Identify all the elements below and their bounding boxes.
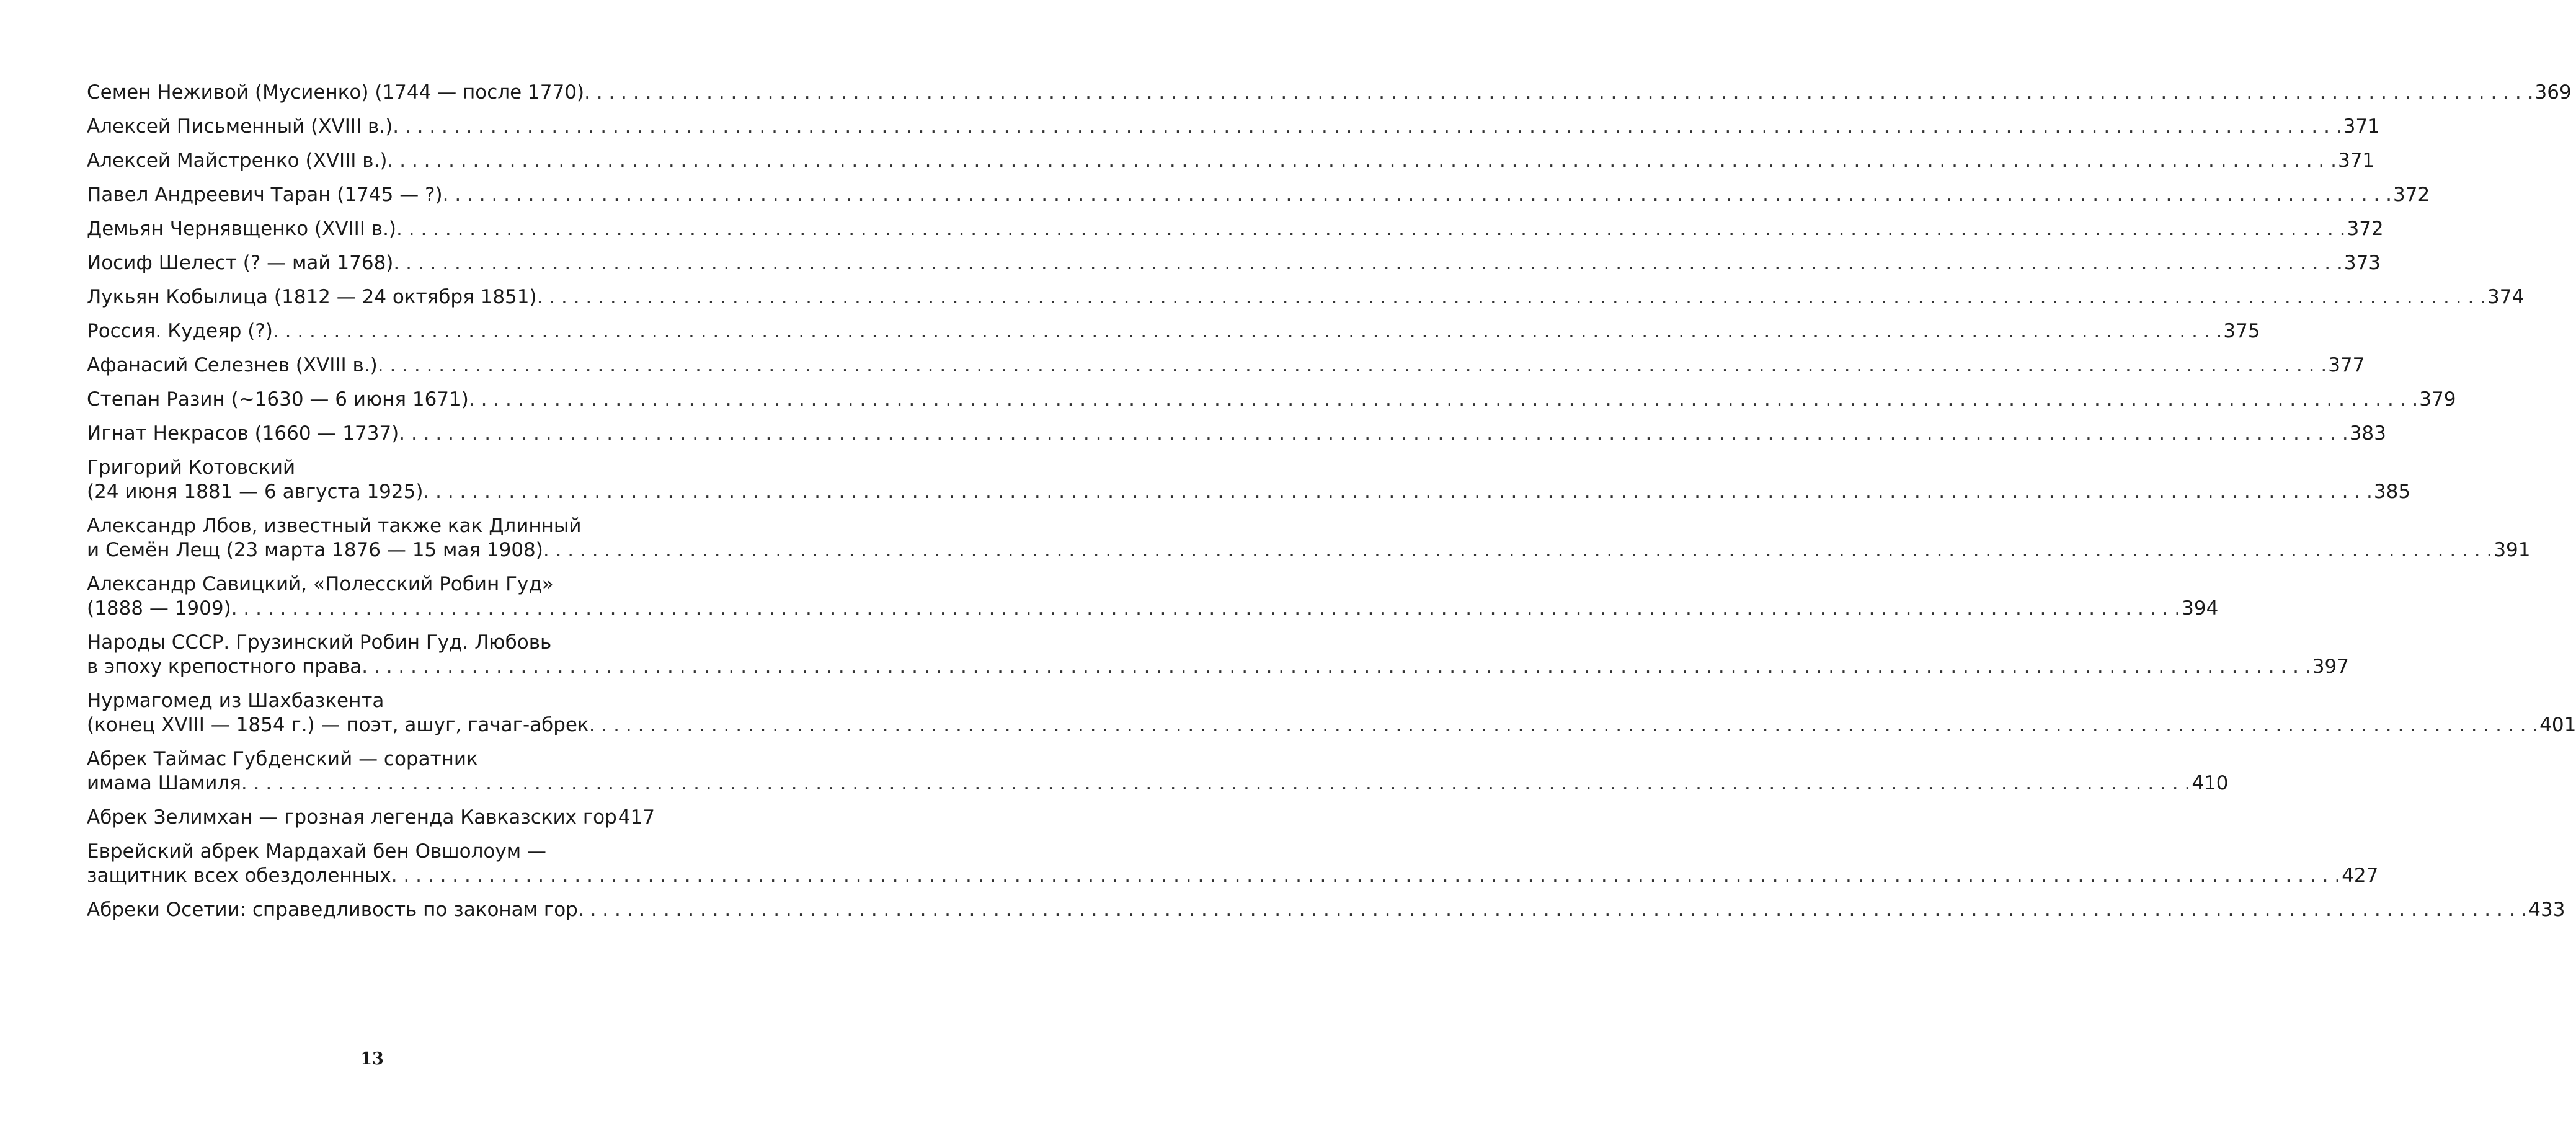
- toc-entry-title: Александр Савицкий, «Полесский Робин Гуд»: [87, 573, 554, 595]
- toc-entry-page: 373: [2343, 252, 2381, 274]
- dot-leader: [393, 251, 2342, 275]
- toc-entry-title: Нурмагомед из Шахбазкента: [87, 690, 384, 712]
- toc-entry-line-final: [87, 898, 2565, 922]
- toc-entry-line-final: [87, 771, 2229, 796]
- toc-entry-title: Павел Андреевич Таран (1745 — ?): [87, 184, 443, 206]
- dot-leader: [589, 713, 2538, 737]
- toc-entry-line-final: [87, 806, 655, 830]
- toc-entry-line-final: [87, 864, 2379, 888]
- toc-entry-page: 369: [2534, 81, 2572, 104]
- toc-entry-page: 379: [2419, 388, 2456, 411]
- toc-entry: [87, 217, 2384, 241]
- toc-entry-page: 374: [2487, 286, 2525, 308]
- toc-entry-page: 377: [2328, 354, 2365, 376]
- toc-entry-title: Россия. Кудеяр (?): [87, 320, 273, 342]
- toc-entry-line-final: [87, 538, 2531, 562]
- toc-entry-title: (1888 — 1909): [87, 597, 231, 620]
- toc-entry-line-final: [87, 422, 2386, 446]
- toc-entry-line-final: [87, 388, 2456, 412]
- dot-leader: [378, 353, 2327, 378]
- dot-leader: [391, 864, 2340, 888]
- dot-leader: [388, 149, 2337, 173]
- toc-entry: [87, 319, 2260, 344]
- toc-entry-title: Абрек Таймас Губденский — соратник: [87, 748, 478, 770]
- toc-entry-title: Лукьян Кобылица (1812 — 24 октября 1851): [87, 286, 537, 308]
- toc-entry-page: 397: [2312, 655, 2349, 678]
- toc-entry-page: 401: [2539, 714, 2576, 736]
- toc-entry-title: Алексей Письменный (XVIII в.): [87, 115, 393, 138]
- toc-entry-page: 383: [2349, 422, 2386, 445]
- dot-leader: [362, 655, 2311, 679]
- toc-entry-line-final: [87, 217, 2384, 241]
- toc-entry-title: Алексей Майстренко (XVIII в.): [87, 149, 388, 172]
- toc-entry: [87, 514, 2531, 562]
- toc-entry: [87, 285, 2525, 309]
- toc-entry-line-final: [87, 285, 2525, 309]
- dot-leader: [443, 183, 2392, 207]
- toc-entry-title: имама Шамиля: [87, 772, 241, 794]
- dot-leader: [537, 285, 2486, 309]
- toc-entry-title: Иосиф Шелест (? — май 1768): [87, 252, 394, 274]
- toc-entry: [87, 898, 2565, 922]
- dot-leader: [543, 538, 2492, 562]
- toc-entry: [87, 806, 655, 830]
- toc-entry-title: (24 июня 1881 — 6 августа 1925): [87, 481, 424, 503]
- toc-entry-title: в эпоху крепостного права: [87, 655, 362, 678]
- toc-entry-title: Игнат Некрасов (1660 — 1737): [87, 422, 399, 445]
- toc-entry-page: 372: [2347, 218, 2384, 240]
- dot-leader: [584, 81, 2533, 105]
- toc-entry-title: Семен Неживой (Мусиенко) (1744 — после 1770): [87, 81, 585, 104]
- toc-entry: [87, 251, 2381, 275]
- toc-entry-title: Афанасий Селезнев (XVIII в.): [87, 354, 378, 376]
- toc-entry-page: 410: [2192, 772, 2229, 794]
- toc-entry-line-final: [87, 319, 2260, 344]
- toc-entry-title: Народы СССР. Грузинский Робин Гуд. Любовь: [87, 631, 552, 654]
- toc-entry: [87, 747, 2229, 796]
- toc-entry-page: 394: [2182, 597, 2219, 620]
- dot-leader: [396, 217, 2345, 241]
- toc-entry-title: Григорий Котовский: [87, 456, 296, 479]
- toc-entry-title: Александр Лбов, известный также как Длинный: [87, 515, 582, 537]
- toc-entry-title: Еврейский абрек Мардахай бен Овшолоум —: [87, 840, 546, 863]
- dot-leader: [578, 898, 2527, 922]
- toc-entry-page: 372: [2393, 184, 2430, 206]
- toc-entry: [87, 81, 2572, 105]
- toc-entry-title: защитник всех обездоленных: [87, 864, 391, 887]
- toc-entry-page: 433: [2528, 899, 2565, 921]
- toc-entry-title: Демьян Чернявщенко (XVIII в.): [87, 218, 397, 240]
- toc-entry-page: 391: [2494, 539, 2531, 561]
- toc-entry-line-final: [87, 597, 2219, 621]
- toc-entry: [87, 631, 2349, 679]
- toc-entry: [87, 422, 2386, 446]
- page-number: 13: [360, 1049, 384, 1068]
- toc-entry-title: Абрек Зелимхан — грозная легенда Кавказских гор: [87, 806, 617, 828]
- toc-entry: [87, 456, 2411, 504]
- dot-leader: [393, 115, 2342, 139]
- toc-entry-line-final: [87, 251, 2381, 275]
- dot-leader: [273, 319, 2222, 344]
- table-of-contents: [87, 81, 2576, 932]
- toc-entry: [87, 840, 2379, 888]
- toc-entry-title: и Семён Лещ (23 марта 1876 — 15 мая 1908): [87, 539, 543, 561]
- toc-entry: [87, 572, 2219, 621]
- toc-entry-page: 375: [2223, 320, 2260, 342]
- toc-entry-page: 371: [2343, 115, 2380, 138]
- toc-entry-line-final: [87, 81, 2572, 105]
- dot-leader: [231, 597, 2180, 621]
- dot-leader: [469, 388, 2418, 412]
- toc-entry-line-final: [87, 149, 2375, 173]
- toc-entry: [87, 353, 2365, 378]
- dot-leader: [241, 771, 2190, 796]
- toc-entry-line-final: [87, 655, 2349, 679]
- toc-entry: [87, 689, 2576, 737]
- toc-entry: [87, 115, 2380, 139]
- toc-entry-page: 427: [2342, 864, 2379, 887]
- toc-entry-line-final: [87, 480, 2411, 504]
- toc-entry: [87, 183, 2430, 207]
- toc-entry: [87, 149, 2375, 173]
- toc-entry-title: Степан Разин (~1630 — 6 июня 1671): [87, 388, 469, 411]
- toc-entry-line-final: [87, 353, 2365, 378]
- toc-entry-line-final: [87, 183, 2430, 207]
- toc-entry-line-final: [87, 713, 2576, 737]
- dot-leader: [399, 422, 2348, 446]
- dot-leader: [423, 480, 2372, 504]
- toc-entry-title: Абреки Осетии: справедливость по законам гор: [87, 899, 578, 921]
- toc-entry: [87, 388, 2456, 412]
- toc-entry-page: 417: [618, 806, 655, 828]
- toc-entry-page: 385: [2373, 481, 2411, 503]
- toc-entry-line-final: [87, 115, 2380, 139]
- toc-entry-title: (конец XVIII — 1854 г.) — поэт, ашуг, гачаг-абрек: [87, 714, 589, 736]
- toc-entry-page: 371: [2337, 149, 2375, 172]
